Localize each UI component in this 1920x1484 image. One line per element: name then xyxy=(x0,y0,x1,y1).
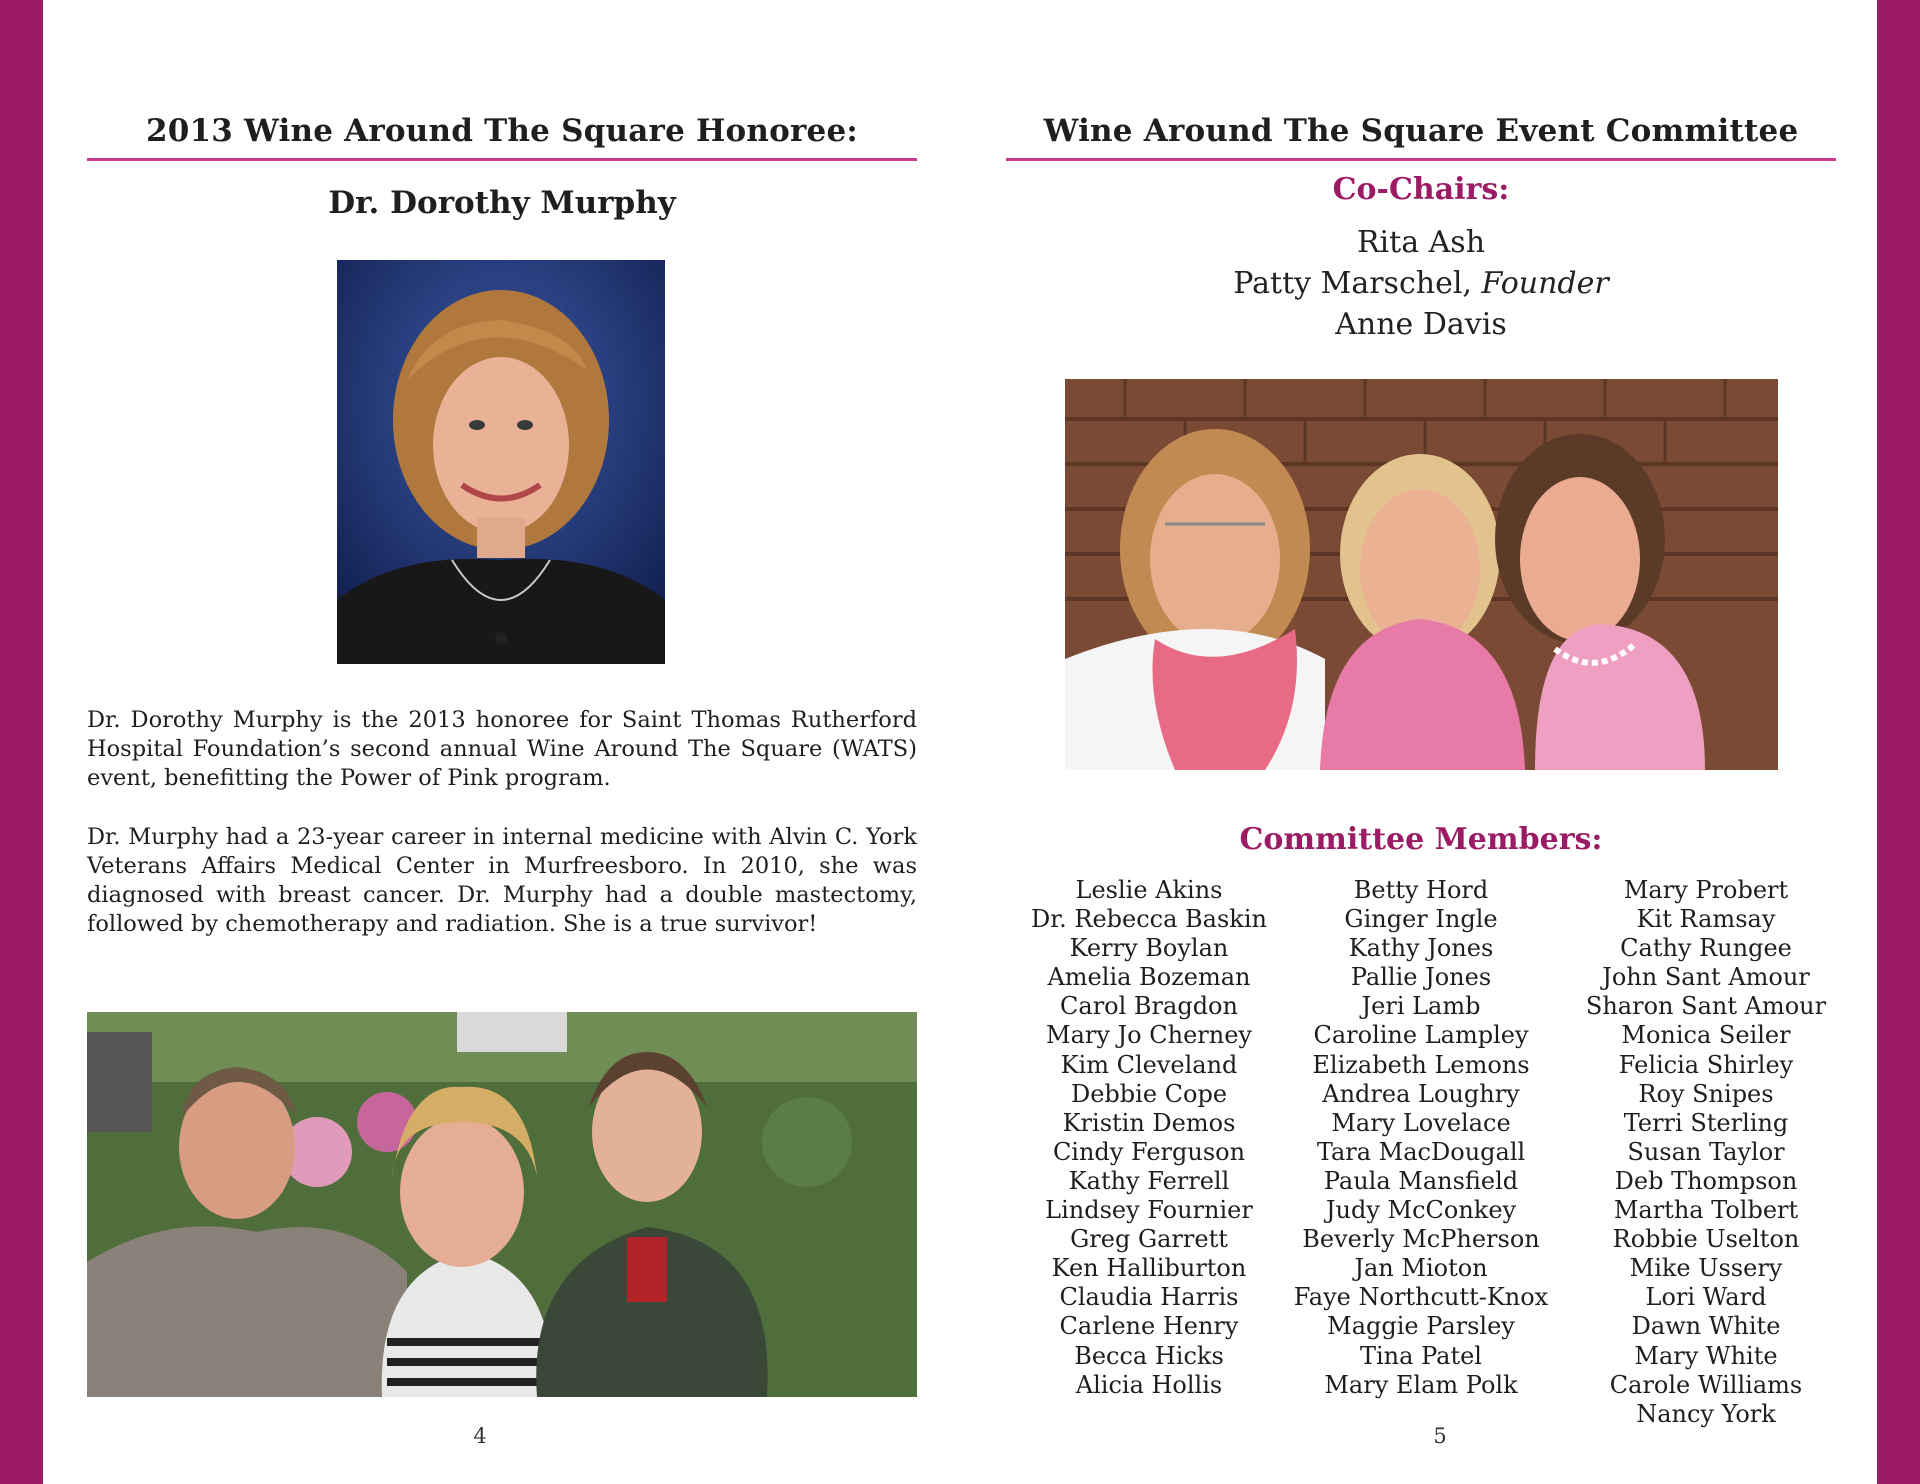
member-name: Paula Mansfield xyxy=(1323,1166,1519,1195)
member-name: Caroline Lampley xyxy=(1313,1021,1529,1050)
member-name: Faye Northcutt-Knox xyxy=(1293,1283,1549,1312)
member-name: Debbie Cope xyxy=(1070,1079,1228,1108)
heading-rule xyxy=(1006,158,1836,161)
honoree-portrait-photo xyxy=(337,260,665,664)
member-name: Monica Seiler xyxy=(1621,1021,1791,1050)
cochair-name-text: Patty Marschel, xyxy=(1233,266,1472,301)
member-name: Tina Patel xyxy=(1360,1341,1482,1370)
member-name: Lori Ward xyxy=(1645,1283,1767,1312)
member-name: Nancy York xyxy=(1636,1399,1776,1428)
member-name: Kim Cleveland xyxy=(1060,1050,1238,1079)
member-name: Maggie Parsley xyxy=(1327,1312,1515,1341)
left-border-band xyxy=(0,0,43,1484)
member-name: Pallie Jones xyxy=(1350,963,1492,992)
member-name: Elizabeth Lemons xyxy=(1312,1050,1530,1079)
member-name: Kit Ramsay xyxy=(1636,905,1776,934)
member-name: Kathy Ferrell xyxy=(1068,1166,1230,1195)
member-name: Jeri Lamb xyxy=(1361,992,1481,1021)
member-name: Mary Elam Polk xyxy=(1324,1370,1518,1399)
member-name: Carole Williams xyxy=(1609,1370,1803,1399)
cochair-name: Anne Davis xyxy=(1335,307,1507,342)
member-name: Alicia Hollis xyxy=(1075,1370,1223,1399)
member-name: Leslie Akins xyxy=(1075,876,1223,904)
member-name: Andrea Loughry xyxy=(1322,1079,1520,1108)
member-name: Lindsey Fournier xyxy=(1045,1196,1253,1225)
cochair-name xyxy=(1006,263,1836,304)
member-name: Mike Ussery xyxy=(1629,1254,1783,1283)
member-name: Cindy Ferguson xyxy=(1052,1137,1246,1166)
member-name: Terri Sterling xyxy=(1623,1108,1789,1137)
cochairs-photo xyxy=(1065,379,1778,770)
honoree-name: Dr. Dorothy Murphy xyxy=(328,185,676,221)
member-name: Carlene Henry xyxy=(1059,1312,1239,1341)
member-name: Judy McConkey xyxy=(1325,1196,1517,1225)
member-name: Kerry Boylan xyxy=(1069,934,1229,963)
member-name: John Sant Amour xyxy=(1602,963,1810,992)
member-name: Ken Halliburton xyxy=(1051,1254,1247,1283)
member-name: Dr. Rebecca Baskin xyxy=(1031,905,1267,934)
member-name: Ginger Ingle xyxy=(1344,905,1498,934)
member-name: Sharon Sant Amour xyxy=(1585,992,1827,1021)
member-name: Mary Probert xyxy=(1623,876,1789,904)
members-column-1 xyxy=(1006,876,1292,1400)
heading-rule xyxy=(87,158,917,161)
member-name: Roy Snipes xyxy=(1638,1079,1774,1108)
honoree-heading: 2013 Wine Around The Square Honoree: xyxy=(145,113,859,149)
cochairs-label: Co-Chairs: xyxy=(1332,172,1510,207)
honoree-family-photo xyxy=(87,1012,917,1397)
member-name: Beverly McPherson xyxy=(1302,1225,1540,1254)
member-name: Cathy Rungee xyxy=(1620,934,1792,963)
member-name: Betty Hord xyxy=(1353,876,1489,904)
committee-members-label: Committee Members: xyxy=(1239,822,1603,857)
members-column-3 xyxy=(1561,876,1851,1429)
page-number-left: 4 xyxy=(473,1424,487,1448)
member-name: Felicia Shirley xyxy=(1618,1050,1794,1079)
member-name: Deb Thompson xyxy=(1614,1166,1798,1195)
member-name: Kristin Demos xyxy=(1062,1108,1236,1137)
cochairs-list xyxy=(1006,222,1836,345)
member-name: Claudia Harris xyxy=(1059,1283,1239,1312)
member-name: Jan Mioton xyxy=(1354,1254,1488,1283)
bio-paragraph-1: Dr. Dorothy Murphy is the 2013 honoree for Saint Thomas Rutherford Hospital Foundation’s second annual Wine Around The Square (WATS) event, benefitting the Power of Pink program. xyxy=(87,707,917,791)
member-name: Kathy Jones xyxy=(1348,934,1494,963)
page-number-right: 5 xyxy=(1433,1424,1447,1448)
member-name: Mary Jo Cherney xyxy=(1046,1021,1252,1050)
cochair-name: Rita Ash xyxy=(1356,225,1486,260)
member-name: Martha Tolbert xyxy=(1613,1196,1799,1225)
member-name: Greg Garrett xyxy=(1070,1225,1228,1254)
member-name: Amelia Bozeman xyxy=(1047,963,1251,992)
committee-heading: Wine Around The Square Event Committee xyxy=(1043,113,1799,149)
member-name: Mary Lovelace xyxy=(1331,1108,1511,1137)
member-name: Mary White xyxy=(1634,1341,1778,1370)
member-name: Susan Taylor xyxy=(1627,1137,1785,1166)
member-name: Tara MacDougall xyxy=(1316,1137,1526,1166)
member-name: Dawn White xyxy=(1631,1312,1781,1341)
member-name: Carol Bragdon xyxy=(1060,992,1238,1021)
right-border-band xyxy=(1877,0,1920,1484)
cochair-role: Founder xyxy=(1481,266,1609,301)
members-column-2 xyxy=(1276,876,1566,1400)
bio-paragraph-2: Dr. Murphy had a 23-year career in internal medicine with Alvin C. York Veterans Affairs Medical Center in Murfreesboro. In 2010, she was diagnosed with breast cancer. Dr. Murphy had a double mastectomy, followed by chemotherapy and radiation. She is a true survivor! xyxy=(87,824,917,937)
member-name: Becca Hicks xyxy=(1074,1341,1224,1370)
member-name: Robbie Uselton xyxy=(1612,1225,1800,1254)
